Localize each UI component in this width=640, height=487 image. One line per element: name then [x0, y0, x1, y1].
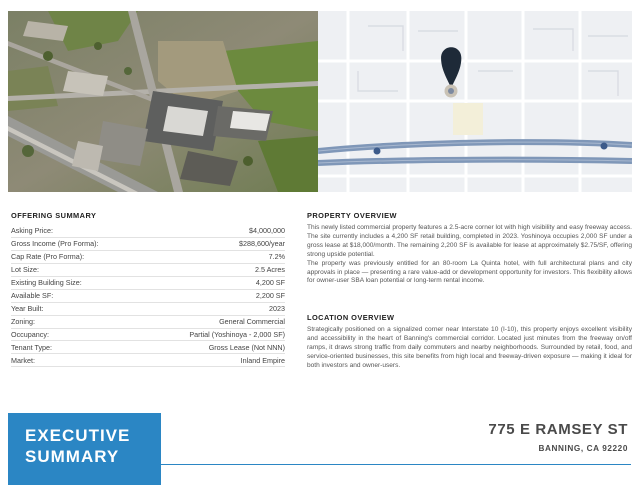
offering-row: [11, 329, 285, 342]
offering-summary-table: [11, 225, 285, 367]
banner-line-2: SUMMARY: [25, 447, 120, 466]
offering-row-value: Gross Lease (Not NNN): [208, 342, 285, 352]
property-address: [488, 421, 628, 453]
offering-row-label: Gross Income (Pro Forma):: [11, 239, 99, 249]
location-map[interactable]: [318, 11, 632, 192]
offering-row-label: Year Built:: [11, 304, 44, 314]
address-divider: [161, 464, 631, 465]
location-overview-paragraph: Strategically positioned on a signalized corner near Interstate 10 (I-10), this property enjoys excellent visibility and accessibility in the heart of Banning's commercial corridor. Located just minutes from the freeway on/off ramps, it draws strong traffic from daily commuters and nearby neighborhoods. Surrounded by retail, food, and service-oriented businesses, this site benefits from high local and freeway-driven exposure — making it ideal for both investors and owner-users.: [307, 326, 632, 369]
offering-row-label: Market:: [11, 355, 35, 365]
offering-row-label: Existing Building Size:: [11, 278, 82, 288]
offering-row-value: 7.2%: [268, 252, 285, 262]
offering-row-label: Cap Rate (Pro Forma):: [11, 252, 85, 262]
property-overview-paragraph: This newly listed commercial property features a 2.5-acre corner lot with high visibility and easy freeway access. The site currently includes a 4,200 SF retail building, completed in 2023. Yoshinoya occupies 2,000 SF under a gross lease at $18,000/month. The remaining 2,200 SF is available for lease at approximately $2.75/SF, offering strong upside potential.: [307, 224, 632, 258]
offering-row: [11, 277, 285, 290]
property-overview-title: PROPERTY OVERVIEW: [307, 211, 397, 220]
offering-row-label: Available SF:: [11, 291, 54, 301]
offering-summary-title: OFFERING SUMMARY: [11, 211, 97, 220]
offering-row: [11, 341, 285, 354]
executive-summary-banner: [8, 413, 161, 485]
offering-row-label: Lot Size:: [11, 265, 39, 275]
offering-row-value: 2,200 SF: [255, 291, 285, 301]
offering-row: [11, 238, 285, 251]
offering-row-value: Partial (Yoshinoya - 2,000 SF): [189, 329, 285, 339]
offering-row: [11, 303, 285, 316]
offering-row-value: General Commercial: [219, 317, 285, 327]
offering-row-value: 2.5 Acres: [255, 265, 285, 275]
offering-row-value: $4,000,000: [249, 226, 285, 236]
offering-row-label: Occupancy:: [11, 329, 49, 339]
offering-row-label: Asking Price:: [11, 226, 53, 236]
offering-row: [11, 354, 285, 367]
aerial-photo-graphic: [8, 11, 318, 192]
offering-row: [11, 225, 285, 238]
location-map-graphic: [318, 11, 632, 192]
offering-row-label: Zoning:: [11, 317, 35, 327]
offering-row: [11, 290, 285, 303]
offering-summary: [11, 211, 285, 367]
location-overview: [307, 313, 632, 371]
property-overview: [307, 211, 632, 286]
banner-line-1: EXECUTIVE: [25, 426, 131, 445]
offering-row: [11, 316, 285, 329]
offering-row-value: Inland Empire: [240, 355, 285, 365]
offering-row: [11, 264, 285, 277]
offering-row-label: Tenant Type:: [11, 342, 53, 352]
offering-row-value: 2023: [269, 304, 285, 314]
address-city: BANNING, CA 92220: [538, 444, 628, 453]
address-street: 775 E RAMSEY ST: [488, 421, 628, 438]
offering-row: [11, 251, 285, 264]
aerial-photo: [8, 11, 318, 192]
location-overview-title: LOCATION OVERVIEW: [307, 313, 395, 322]
offering-row-value: $288,600/year: [239, 239, 285, 249]
offering-row-value: 4,200 SF: [255, 278, 285, 288]
property-overview-paragraph: The property was previously entitled for an 80-room La Quinta hotel, with full architectural plans and city approvals in place — presenting a rare value-add or development opportunity for investors. This flexibility allows for owner-user SBA loan potential or long-term rental income.: [307, 259, 632, 285]
